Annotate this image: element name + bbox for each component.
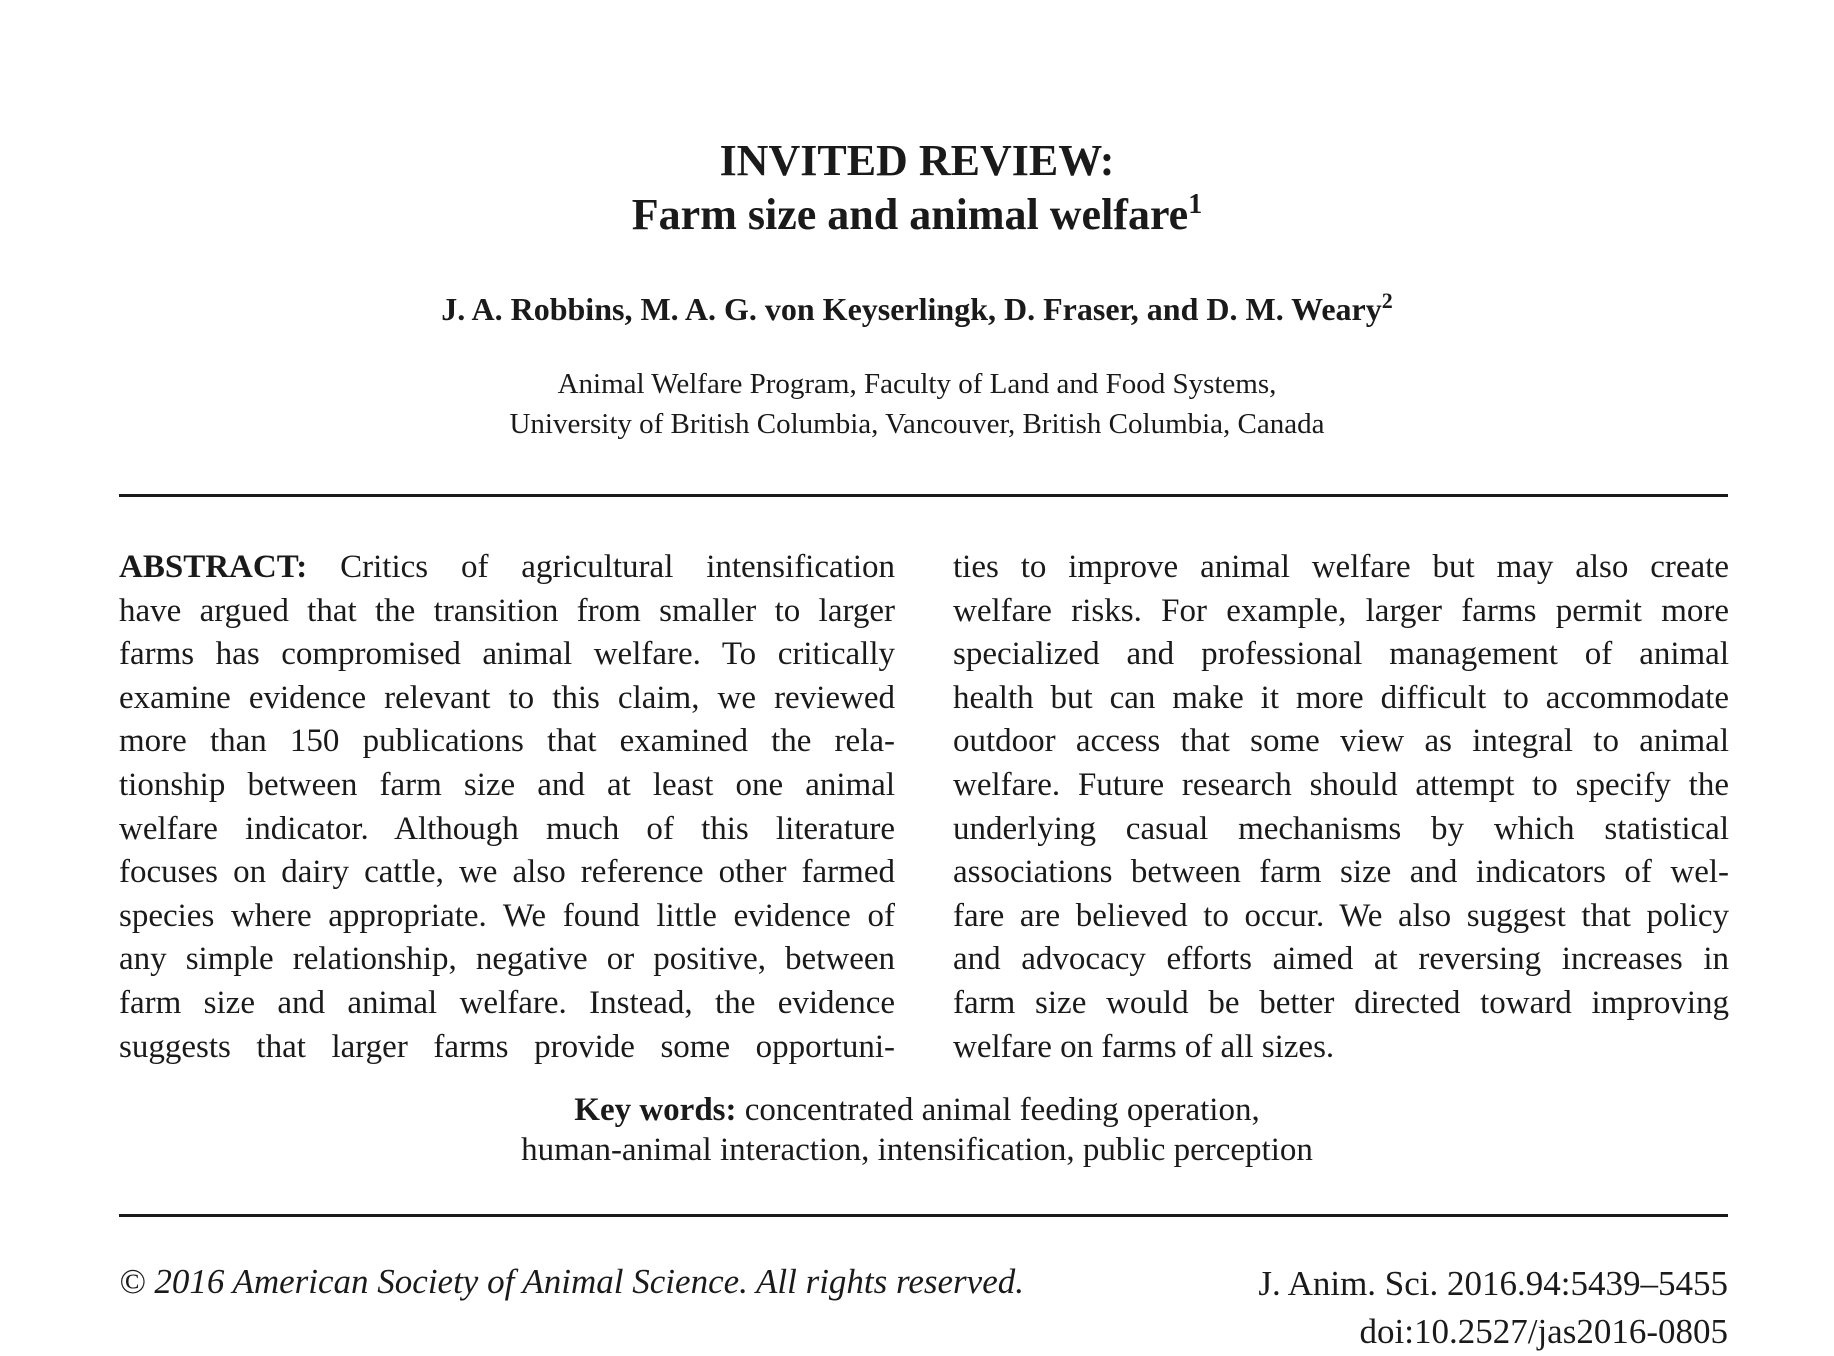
top-divider xyxy=(119,494,1728,497)
author-names: J. A. Robbins, M. A. G. von Keyserlingk, D. Fraser, and D. M. Weary xyxy=(441,291,1382,327)
affiliation-line-2: University of British Columbia, Vancouver, British Columbia, Canada xyxy=(509,408,1325,440)
abstract-line: farms has compromised animal welfare. To critically xyxy=(119,636,895,673)
author-list xyxy=(0,289,1834,329)
article-title: Farm size and animal welfare xyxy=(631,190,1189,239)
abstract-line: focuses on dairy cattle, we also reference other farmed xyxy=(119,854,895,891)
keywords-line-2: human-animal interaction, intensification, public perception xyxy=(521,1132,1313,1168)
affiliation xyxy=(0,364,1834,444)
title-footnote-marker[interactable]: 1 xyxy=(1188,189,1203,220)
abstract-line: ties to improve animal welfare but may also create xyxy=(953,549,1729,585)
citation-block xyxy=(1258,1260,1728,1356)
abstract-line: welfare risks. For example, larger farms permit more xyxy=(953,592,1729,629)
abstract-label: ABSTRACT: xyxy=(119,549,308,585)
abstract-line: farm size and animal welfare. Instead, the evidence xyxy=(119,984,895,1021)
abstract-line: more than 150 publications that examined the rela- xyxy=(119,723,895,760)
abstract-line: fare are believed to occur. We also suggest that policy xyxy=(953,897,1729,934)
abstract-left-column xyxy=(119,546,895,1069)
title-block xyxy=(0,134,1834,242)
abstract-line: specialized and professional management of animal xyxy=(953,636,1729,673)
abstract-line: outdoor access that some view as integral to animal xyxy=(953,723,1729,760)
doi-link[interactable]: doi:10.2527/jas2016-0805 xyxy=(1359,1312,1728,1351)
abstract-text: Critics of agricultural intensification xyxy=(307,549,895,585)
abstract-line: and advocacy efforts aimed at reversing increases in xyxy=(953,941,1729,978)
abstract-line: species where appropriate. We found little evidence of xyxy=(119,897,895,934)
abstract-line: suggests that larger farms provide some opportuni- xyxy=(119,1028,895,1065)
keywords xyxy=(0,1090,1834,1170)
abstract-line: examine evidence relevant to this claim, we reviewed xyxy=(119,679,895,716)
abstract-right-column xyxy=(953,546,1729,1069)
abstract-line: any simple relationship, negative or positive, between xyxy=(119,941,895,978)
abstract-line: farm size would be better directed toward improving xyxy=(953,984,1729,1021)
abstract-line: health but can make it more difficult to accommodate xyxy=(953,679,1729,716)
copyright-notice: © 2016 American Society of Animal Science. All rights reserved. xyxy=(119,1262,1024,1301)
abstract-line: tionship between farm size and at least one animal xyxy=(119,766,895,803)
abstract-line: underlying casual mechanisms by which statistical xyxy=(953,810,1729,847)
abstract-line: welfare. Future research should attempt to specify the xyxy=(953,766,1729,803)
bottom-divider xyxy=(119,1214,1728,1217)
affiliation-line-1: Animal Welfare Program, Faculty of Land and Food Systems, xyxy=(557,368,1277,400)
abstract-line: welfare on farms of all sizes. xyxy=(953,1028,1335,1065)
author-footnote-marker[interactable]: 2 xyxy=(1381,288,1393,313)
abstract-line: associations between farm size and indicators of wel- xyxy=(953,854,1729,891)
keywords-text: concentrated animal feeding operation, xyxy=(736,1092,1260,1128)
abstract-line: welfare indicator. Although much of this literature xyxy=(119,810,895,847)
abstract-line: have argued that the transition from smaller to larger xyxy=(119,592,895,629)
title-line-1 xyxy=(0,134,1834,188)
abstract-line xyxy=(119,546,895,590)
title-line-2 xyxy=(0,188,1834,242)
keywords-line-1 xyxy=(0,1090,1834,1130)
journal-citation: J. Anim. Sci. 2016.94:5439–5455 xyxy=(1258,1264,1728,1303)
keywords-label: Key words: xyxy=(574,1092,737,1128)
title-prefix: INVITED REVIEW: xyxy=(719,136,1115,185)
